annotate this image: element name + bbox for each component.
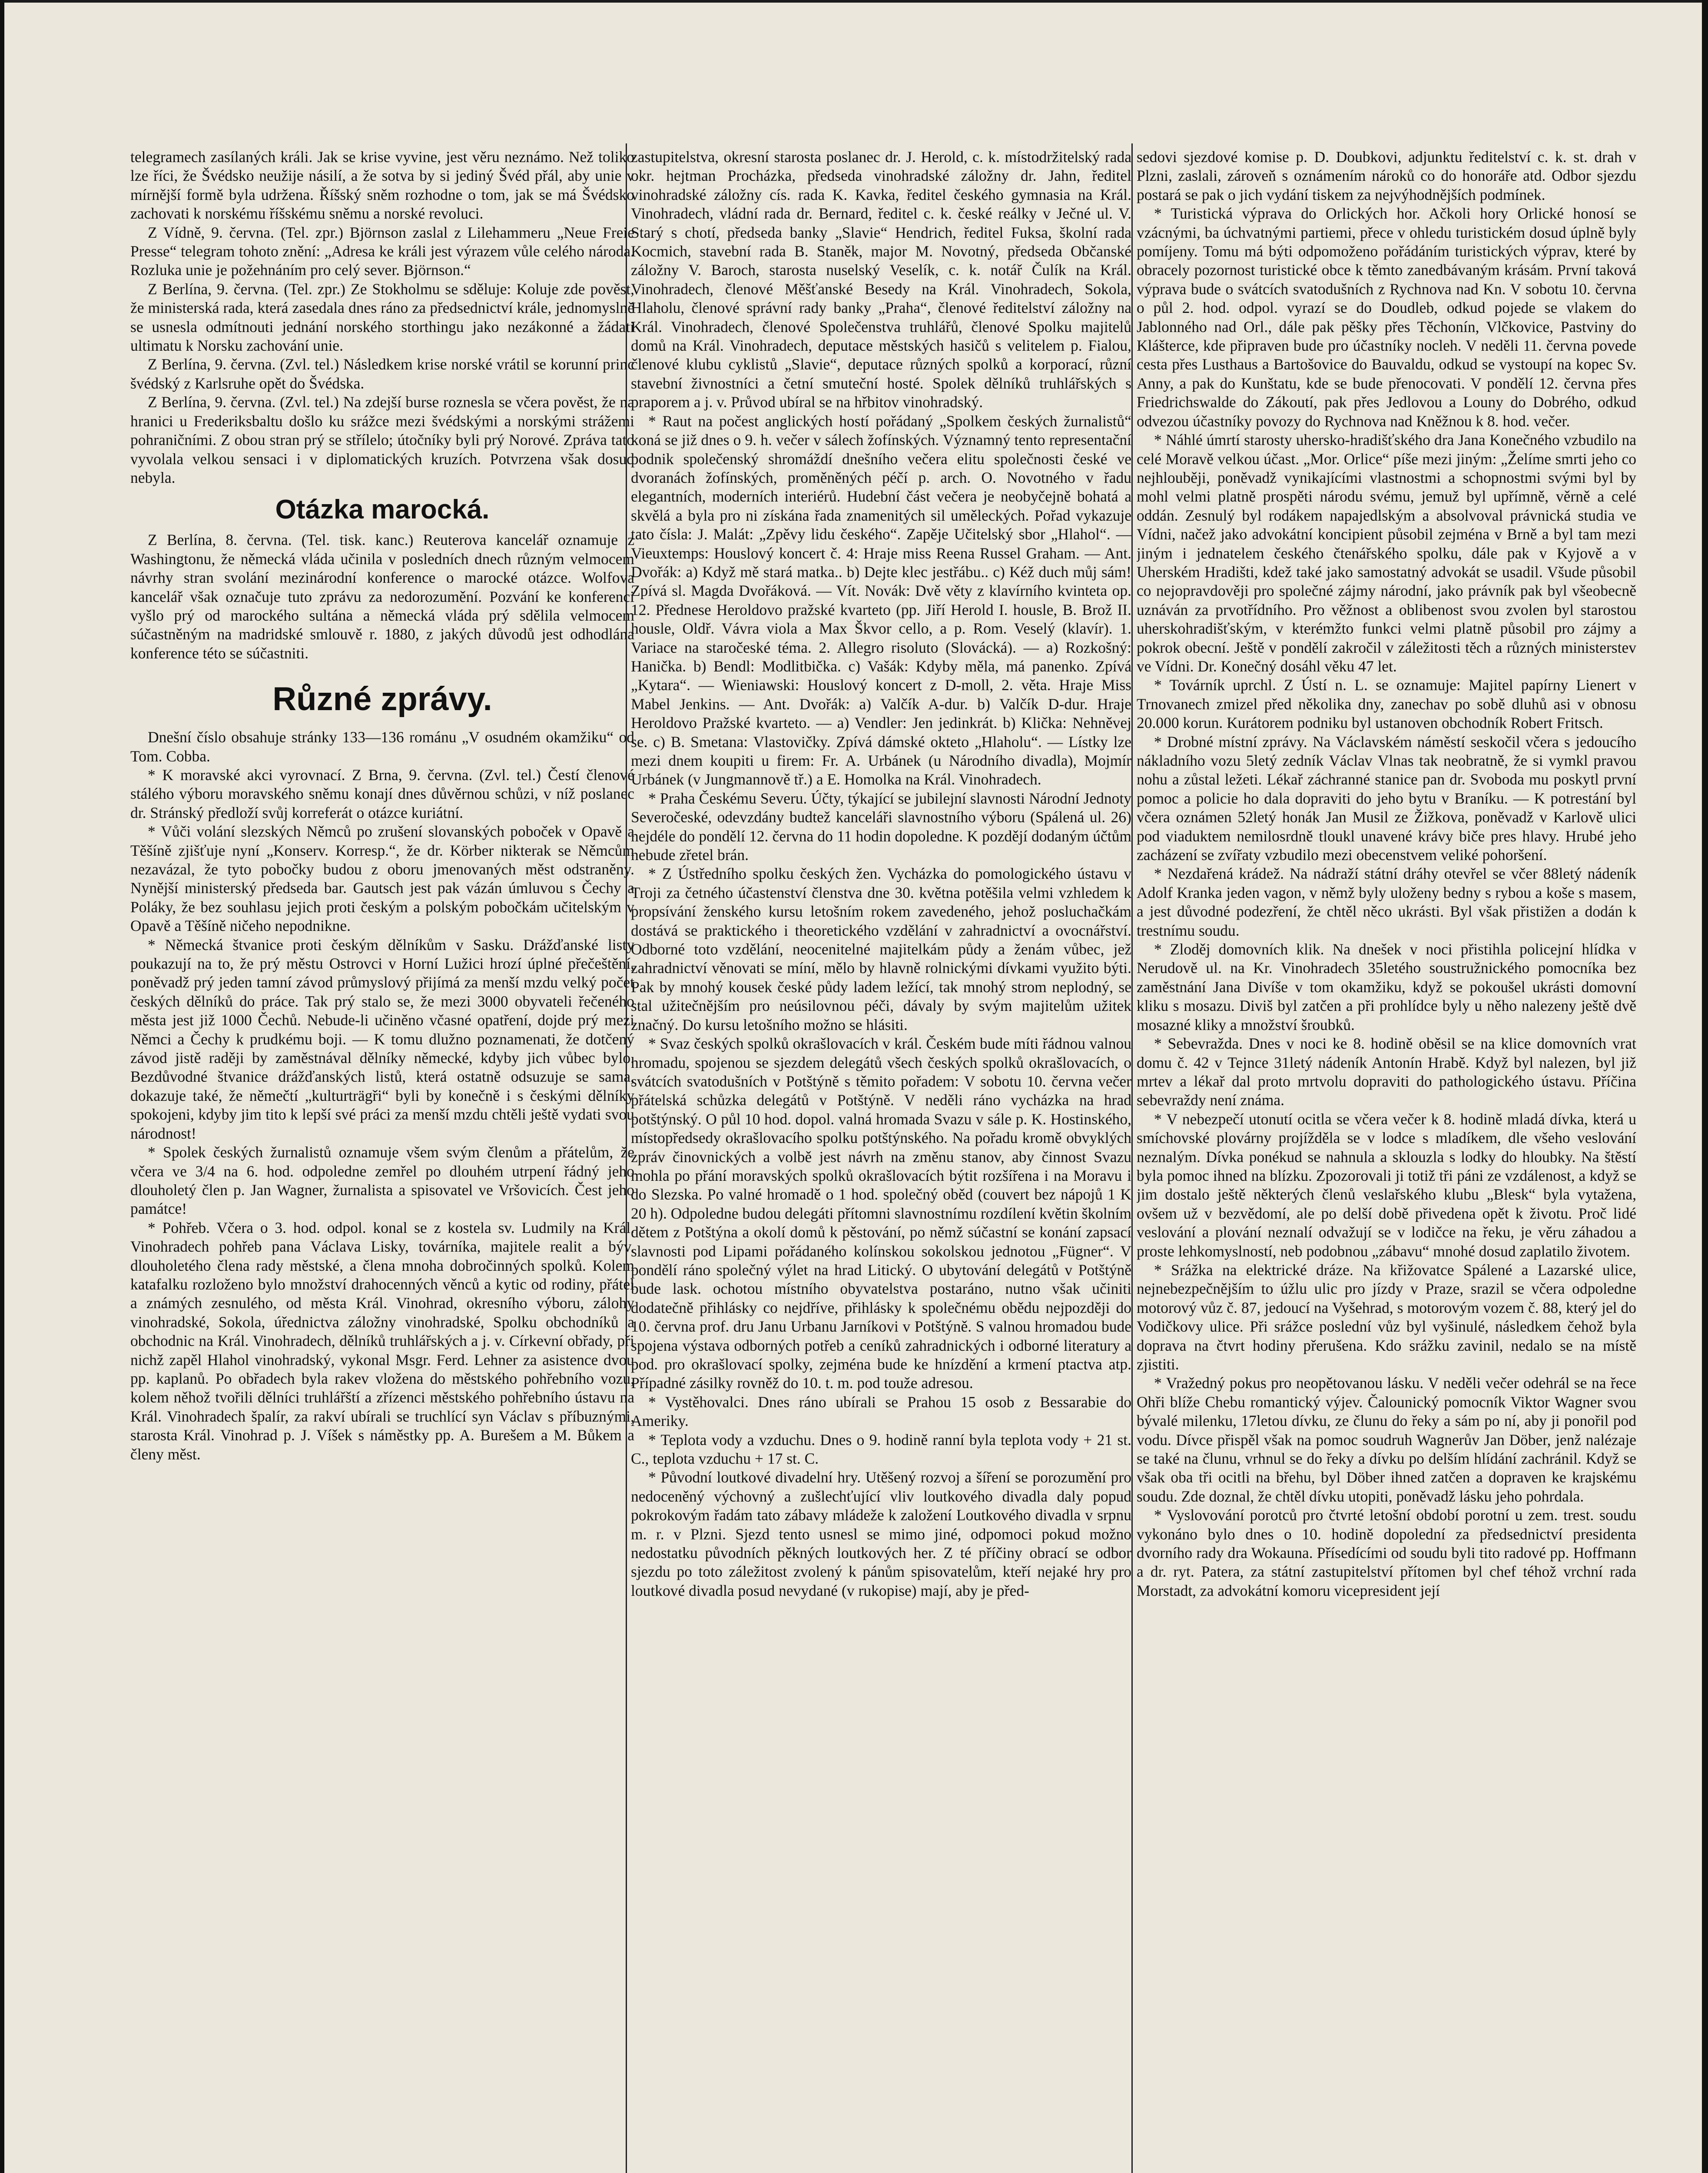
left-edge [0, 0, 4, 2173]
paragraph: sedovi sjezdové komise p. D. Doubkovi, adjunktu ředitelství c. k. st. drah v Plzni, zaslali, zároveň s oznámením nároků co do honoráře atd. Odbor sjezdu postará se pak o jich vydání tiskem za nejvýhodnějších podmínek. [1137, 148, 1636, 203]
right-edge [1702, 0, 1708, 2173]
paragraph: * K moravské akci vyrovnací. Z Brna, 9. června. (Zvl. tel.) Čestí členové stálého výboru moravského sněmu konají dnes důvěrnou schůzi, v níž poslanec dr. Stránský předloží svůj korreferát o otázce kuriátní. [130, 766, 634, 821]
section-heading: Různé zprávy. [272, 681, 492, 718]
paragraph: Z Berlína, 9. června. (Tel. zpr.) Ze Stokholmu se sděluje: Koluje zde pověst, že ministerská rada, která zasedala dnes ráno za předsednictví krále, jednomyslně se usnesla odmítnouti jednání norského storthingu jako nezákonné a žádati ultimatu k Norsku zachování unie. [130, 280, 634, 355]
paragraph: * Vyslovování porotců pro čtvrté letošní období porotní u zem. trest. soudu vykonáno bylo dnes o 10. hodině dopolední za předsednictví presidenta dvorního rady dra Wokauna. Přísedícími od soudu byli tito radové pp. Hoffmann a dr. ryt. Patera, za státní zastupitelství přítomen byl chef téhož vrchní rada Morstadt, za advokátní komoru vicepresident její [1137, 1506, 1636, 1599]
paragraph: * Srážka na elektrické dráze. Na křižovatce Spálené a Lazarské ulice, nejnebezpečnějším to úžlu ulic pro jízdy v Praze, srazil se včera odpoledne motorový vůz č. 87, jedoucí na Vyšehrad, s motorovým vozem č. 88, který jel do Vodičkovy ulice. Při srážce poslední vůz byl vyšinulé, následkem čehož byla doprava na čtvrt hodiny přerušena. Kdo srážku zavinil, nedalo se na místě zjistiti. [1137, 1261, 1636, 1373]
paragraph: * Původní loutkové divadelní hry. Utěšený rozvoj a šíření se porozumění pro nedoceněný výchovný a zušlechťující vliv loutkového divadla daly popud pokrokovým řadám tato zábavy mládeže k založení Loutkového divadla v srpnu m. r. v Plzni. Sjezd tento usnesl se mimo jiné, odpomoci pokud možno nedostatku původních pěkných loutkových her. Z té příčiny obrací se odbor sjezdu po toto záležitost zvolený k pánům spisovatelům, kteří nejaké hry pro loutkové divadla posud nevydané (v rukopise) mají, aby je před- [631, 1469, 1131, 1599]
paragraph: Z Berlína, 8. června. (Tel. tisk. kanc.) Reuterova kancelář oznamuje z Washingtonu, že německá vláda učinila v posledních dnech různým velmocem návrhy stran svolání mezinárodní konference o marocké otázce. Wolfova kancelář však označuje tuto zprávu za nedorozumění. Pozvání ke konferenci vyšlo prý od marockého sultána a německá vláda prý sdělila velmocem súčastněným na madridské smlouvě r. 1880, z jakých důvodů jest odhodlána konference této se súčastniti. [130, 531, 634, 662]
paragraph: * Německá štvanice proti českým dělníkům v Sasku. Drážďanské listy poukazují na to, že prý městu Ostrovci v Horní Lužici hrozí úplné přečeštění, poněvadž prý jeden tamní závod průmyslový přijímá za menší mzdu velký počet českých dělníků do práce. Tak prý stalo se, že mezi 3000 obyvateli řečeného města jest již 1000 Čechů. Nebude-li učiněno včasné opatření, dojde prý mezi Němci a Čechy k prudkému boji. — K tomu dlužno poznamenati, že dotčený závod jistě raději by zaměstnával dělníky německé, kdyby jich vůbec bylo. Bezdůvodné štvanice drážďanských listů, která ostatně odsuzuje se sama, dokazuje také, že němečtí „kulturträgři“ byli by konečně i s českými dělníky spokojeni, kdyby jim tito k lepší své práci za menší mzdu chtěli ještě vydati svou národnost! [130, 936, 634, 1142]
section-heading: Otázka marocká. [275, 495, 490, 525]
paragraph: * Vražedný pokus pro neopětovanou lásku. V neděli večer odehrál se na řece Ohři blíže Chebu romantický výjev. Čalounický pomocník Viktor Wagner svou bývalé milenku, 17letou dívku, ze člunu do řeky a sám po ní, aby ji ponořil pod vodu. Dívce přispěl však na pomoc soudruh Wagnerův Jan Döber, jenž nalézaje se také na člunu, vrhnul se do řeky a dívku po delším hlídání zachránil. Když se však oba tři ocitli na břehu, byl Döber ihned zatčen a dopraven ke krajskému soudu. Zde doznal, že chtěl dívku utopiti, poněvadž lásku jeho pohrdala. [1137, 1374, 1636, 1505]
column-3 [1137, 148, 1636, 2173]
paragraph: * Pohřeb. Včera o 3. hod. odpol. konal se z kostela sv. Ludmily na Král. Vinohradech pohřeb pana Václava Lisky, továrníka, majitele realit a býv. dlouholetého člena rady městské, a člena mnoha dobročinných spolků. Kolem katafalku rozloženo bylo množství drahocenných věnců a kytic od rodiny, přátel a známých zesnulého, od města Král. Vinohrad, okresního výboru, zálohy vinohradské, Sokola, úřednictva záložny vinohradské, Spolku obchodníků a obchodnic na Král. Vinohradech, dělníků truhlářských a j. v. Církevní obřady, při nichž zapěl Hlahol vinohradský, vykonal Msgr. Ferd. Lehner za asistence dvou pp. kaplanů. Po obřadech byla rakev vložena do městského pohřebního vozu, kolem něhož tvořili dělníci truhlářští a zřízenci městského pohřebního ústavu na Král. Vinohradech špalír, za rakví ubírali se truchlící syn Václav s příbuznými, starosta Král. Vinohrad p. J. Víšek s náměstky pp. A. Burešem a M. Bůkem a členy měst. [130, 1219, 634, 1463]
paragraph: Dnešní číslo obsahuje stránky 133—136 románu „V osudném okamžiku“ od Tom. Cobba. [130, 728, 634, 765]
paragraph: Z Berlína, 9. června. (Zvl. tel.) Následkem krise norské vrátil se korunní princ švédský z Karlsruhe opět do Švédska. [130, 356, 634, 392]
paragraph: * Turistická výprava do Orlických hor. Ačkoli hory Orlické honosí se vzácnými, ba úchvatnými partiemi, přece v ohledu turistickém dosud úplně byly pomíjeny. Tomu má býti odpomoženo pořádáním turistických výprav, které by obracely pozornost turistické obce k těmto zanedbávaným krásám. První taková výprava bude o svátcích svatodušních z Rychnova nad Kn. V sobotu 10. června o půl 2. hod. odpol. vyrazí se do Doudleb, odkud pojede se vlakem do Jablonného nad Orl., dále pak pěšky přes Těchonín, Vlčkovice, Pastviny do Klášterce, kde připraven bude pro účastníky nocleh. V neděli 11. června povede cesta přes Lusthaus a Bartošovice do Bauvaldu, odkud se vystoupí na kopec Sv. Anny, a pak do Kunštatu, kde se bude přenocovati. V pondělí 12. června přes Friedrichswalde do Zákoutí, pak přes Jedlovou a Louny do Dobrého, odkud odvezou účastníky povozy do Rychnova nad Kněžnou k 8. hod. večer. [1137, 205, 1636, 430]
paragraph: * Spolek českých žurnalistů oznamuje všem svým členům a přátelům, že včera ve 3/4 na 6. hod. odpoledne zemřel po dlouhém utrpení řádný jeho dlouholetý člen p. Jan Wagner, žurnalista a spisovatel ve Vršovicích. Čest jeho památce! [130, 1143, 634, 1218]
paragraph: Z Berlína, 9. června. (Zvl. tel.) Na zdejší burse roznesla se včera pověst, že na hranici u Frederiksbaltu došlo ku srážce mezi švédskými a norskými strážemi pohraničními. Z obou stran prý se střílelo; útočníky byli prý Norové. Zpráva tato vyvolala velkou sensaci i v diplomatických kruzích. Potvrzena však dosud nebyla. [130, 393, 634, 486]
paragraph: * Náhlé úmrtí starosty uhersko-hradišťského dra Jana Konečného vzbudilo na celé Moravě velkou účast. „Mor. Orlice“ píše mezi jiným: „Želíme smrti jeho co nejhlouběji, poněvadž vynikajícími vlastnostmi a schopnostmi svými byl by mohl velmi platně prospěti národu svému, jemuž byl upřímně, věrně a celé oddán. Zesnulý byl rodákem napajedlským a absolvoval právnická studia ve Vídni, načež jako advokátní koncipient působil zejména v Brně a byl tam mezi jiným i jednatelem českého čtenářského spolku, dále pak v Kyjově a v Uherském Hradišti, kdež také jako samostatný advokát se usadil. Všude působil co nejopravdověji pro společné zájmy národní, jako právník pak byl všeobecně uznáván za prvotřídního. Pro věžnost a oblibenost svou zvolen byl starostou uherskohradišťským, v kterémžto funkci velmi platně působil pro zájmy a pokrok obecní. Ještě v pondělí zakročil v záležitosti těch a různých ministerstev ve Vídni. Dr. Konečný dosáhl věku 47 let. [1137, 431, 1636, 675]
top-edge [0, 0, 1708, 3]
paragraph: * Praha Českému Severu. Účty, týkající se jubilejní slavnosti Národní Jednoty Severočeské, odevzdány budtež kanceláři slavnostního výboru (Spálená ul. 26) nejdéle do pondělí 12. června do 11 hodin dopoledne. K pozdějí dodaným účtům nebude zřetel brán. [631, 789, 1131, 864]
paragraph: zastupitelstva, okresní starosta poslanec dr. J. Herold, c. k. místodržitelský rada okr. hejtman Procházka, předseda vinohradské záložny dr. Jahn, ředitel vinohradské záložny cís. rada K. Kavka, ředitel českého gymnasia na Král. Vinohradech, vládní rada dr. Bernard, ředitel c. k. české reálky v Ječné ul. V. Starý s chotí, předseda banky „Slavie“ Hendrich, ředitel Fuksa, školní rada Kocmich, stavební rada B. Staněk, major M. Novotný, předseda Občanské záložny V. Baroch, starosta nuselský Veselík, c. k. notář Čulík na Král. Vinohradech, členové Měšťanské Besedy na Král. Vinohradech, Sokola, Hlaholu, členové správní rady banky „Praha“, členové ředitelství záložny na Král. Vinohradech, členové Společenstva truhlářů, členové Spolku majitelů domů na Král. Vinohradech, deputace městských hasičů s velitelem p. Fialou, členové klubu cyklistů „Slavie“, deputace různých spolků a korporací, různí stavební živnostníci a četní smuteční hosté. Spolek dělníků truhlářských s praporem a j. v. Průvod ubíral se na hřbitov vinohradský. [631, 148, 1131, 411]
column-divider [1131, 143, 1133, 2173]
paragraph: * Vystěhovalci. Dnes ráno ubírali se Prahou 15 osob z Bessarabie do Ameriky. [631, 1393, 1131, 1430]
paragraph: * Vůči volání slezských Němců po zrušení slovanských poboček v Opavě a Těšíně zjišťuje nyní „Konserv. Korresp.“, že dr. Körber nikterak se Němcům nezavázal, že tyto pobočky budou z oboru jmenovaných měst odstraněny. Nynější ministerský předseda bar. Gautsch jest pak vázán úmluvou s Čechy a Poláky, že bez souhlasu jejich proti českým a polským pobočkám učitelským v Opavě a Těšíně ničeho nepodnikne. [130, 823, 634, 935]
paragraph: * Drobné místní zprávy. Na Václavském náměstí seskočil včera s jedoucího nákladního vozu 5letý zedník Václav Vlnas tak neobratně, že si vymkl pravou nohu a zůstal ležeti. Lékař záchranné stanice pan dr. Svoboda mu poskytl první pomoc a policie ho dala dopraviti do jeho bytu v Braníku. — K potrestání byl včera oznámen 52letý honák Jan Musil ze Žižkova, poněvadž v Karlově ulici pod viaduktem nemilosrdně tloukl unavené krávy biče pres hlavy. Hrubé jeho zacházení se zvířaty vzbudilo mezi obecenstvem veliké pohoršení. [1137, 733, 1636, 864]
column-1 [130, 148, 634, 2173]
paragraph: * Raut na počest anglických hostí pořádaný „Spolkem českých žurnalistů“ koná se již dnes o 9. h. večer v sálech žofínských. Významný tento representační podnik společenský shromáždí dnešního večera elitu společnosti české ve dvoranách žofínských, proměněných péčí p. arch. O. Novotného v řadu elegantních, moderních interiérů. Hudební část večera je neobyčejně bohatá a skvělá a byla pro ni získána řada znamenitých sil uměleckých. Pořad vykazuje tato čísla: J. Malát: „Zpěvy lidu českého“. Zapěje Učitelský sbor „Hlahol“. — Vieuxtemps: Houslový koncert č. 4: Hraje miss Reena Russel Graham. — Ant. Dvořák: a) Když mě stará matka.. b) Dejte klec jestřábu.. c) Kéž duch můj sám! Zpívá sl. Magda Dvořáková. — Vít. Novák: Dvě věty z klavírního kvinteta op. 12. Přednese Heroldovo pražské kvarteto (pp. Jiří Herold I. housle, B. Brož II. housle, Oldř. Vávra viola a Max Škvor cello, a p. Rom. Veselý (klavír). 1. Variace na staročeské téma. 2. Allegro risoluto (Slovácká). — a) Rozkošný: Hanička. b) Bendl: Modlitbička. c) Vašák: Kdyby měla, má panenko. Zpívá „Kytara“. — Wieniawski: Houslový koncert z D-moll, 2. věta. Hraje Miss Mabel Jenkins. — Ant. Dvořák: a) Valčík A-dur. b) Valčík D-dur. Hraje Heroldovo Pražské kvarteto. — a) Vendler: Jen jedinkrát. b) Klička: Nehněvej se. c) B. Smetana: Vlastovičky. Zpívá dámské okteto „Hlaholu“. — Lístky lze mezi dnem koupiti u firem: Fr. A. Urbánek (u Národního divadla), Mojmír Urbánek (v Jungmannově tř.) a E. Homolka na Král. Vinohradech. [631, 412, 1131, 788]
paragraph: * Nezdařená krádež. Na nádraží státní dráhy otevřel se včer 88letý nádeník Adolf Kranka jeden vagon, v němž byly uloženy bedny s rybou a koše s masem, a jest důvodné podezření, že chtěl něco ukrásti. Byl však přistižen a dodán k trestnímu soudu. [1137, 865, 1636, 939]
paragraph: * Zloděj domovních klik. Na dnešek v noci přistihla policejní hlídka v Nerudově ul. na Kr. Vinohradech 35letého soustružnického pomocníka bez zaměstnání Jana Divíše v tom okamžiku, když se pokoušel ukrásti domovní kliku s mosazu. Diviš byl zatčen a při prohlídce byly u něho nalezeny ještě dvě mosazné kliky a množství šroubků. [1137, 940, 1636, 1033]
paragraph: * Svaz českých spolků okrašlovacích v král. Českém bude míti řádnou valnou hromadu, spojenou se sjezdem delegátů všech českých spolků okrašlovacích, o svátcích svatodušních v Potštýně s těmito pořadem: V sobotu 10. června večer přátelská schůzka delegátů v Potštýně. V neděli ráno vycházka na hrad potštýnský. O půl 10 hod. dopol. valná hromada Svazu v sále p. K. Hostinského, místopředsedy okrašlovacího spolku potštýnského. Na pořadu kromě obvyklých zpráv činovnických a volbě jest návrh na změnu stanov, aby činnost Svazu mohla po přání moravských spolků okrašlovacích býtit rozšířena i na Moravu i do Slezska. Po valné hromadě o 1 hod. společný oběd (couvert bez nápojů 1 K 20 h). Odpoledne budou delegáti přítomni slavnostnímu rozdílení květin školním dětem z Potštýna a okolí domů k pěstování, po němž súčastní se konání zapsací slavnosti pod Lipami pořádaného kolínskou sokolskou jednotou „Fügner“. V pondělí ráno společný výlet na hrad Litický. O ubytování delegátů v Potštýně bude lask. ochotou místního obyvatelstva postaráno, nutno však učiniti dodatečně přihlásky co nejdříve, přihlásky k společnému obědu nejpozději do 10. června prof. dru Janu Urbanu Jarníkovi v Potštýně. S valnou hromadou bude spojena výstava odborných potřeb a ceníků zahradnických i odborné literatury a pod. pro okrašlovací spolky, zejména bude ke hnízdění a krmení ptactva atp. Případné zásilky rovněž do 10. t. m. pod touže adresou. [631, 1035, 1131, 1392]
paragraph: * Sebevražda. Dnes v noci ke 8. hodině oběsil se na klice domovních vrat domu č. 42 v Tejnce 31letý nádeník Antonín Hrabě. Když byl nalezen, byl již mrtev a lékař dal proto mrtvolu dopraviti do pathologického ústavu. Příčina sebevraždy není známa. [1137, 1035, 1636, 1109]
paragraph: * Teplota vody a vzduchu. Dnes o 9. hodině ranní byla teplota vody + 21 st. C., teplota vzduchu + 17 st. C. [631, 1431, 1131, 1468]
paragraph: telegramech zasílaných králi. Jak se krise vyvine, jest věru neznámo. Než toliko lze říci, že Švédsko neužije násilí, a že sotva by si jediný Švéd přál, aby unie v mírnější formě byla udržena. Říšský sněm rozhodne o tom, jak se má Švédsko zachovati k norskému říšskému sněmu a norské revoluci. [130, 148, 634, 223]
paragraph: * Z Ústředního spolku českých žen. Vycházka do pomologického ústavu v Troji za četného účastenství členstva dne 30. května potěšila velmi vzhledem k propsívání ženského kursu letošním rokem zavedeného, jehož posluchačkám dostává se praktického i theoretického vzdělání v zahradnictví a ovocnářství. Odborné toto vzdělání, neocenitelné majitelkám půdy a ženám vůbec, jež zahradnictví věnovati se míní, mělo by hlavně rolnickými dívkami využito býti. Pak by mnohý kousek české půdy ladem ležící, tak mnohý strom neplodný, se stal užitečnějším pro neúsilovnou péči, dávaly by svým majitelům užitek značný. Do kursu letošního možno se hlásiti. [631, 865, 1131, 1033]
paragraph: * Továrník uprchl. Z Ústí n. L. se oznamuje: Majitel papírny Lienert v Trnovanech zmizel před několika dny, zanechav po sobě dluhů asi v obnosu 20.000 korun. Kurátorem podniku byl ustanoven obchodník Robert Fritsch. [1137, 676, 1636, 732]
column-2 [631, 148, 1131, 2173]
paragraph: Z Vídně, 9. června. (Tel. zpr.) Björnson zaslal z Lilehammeru „Neue Freie Presse“ telegram tohoto znění: „Adresa ke králi jest výrazem vůle celého národa. Rozluka unie je požehnáním pro celý sever. Björnson.“ [130, 223, 634, 279]
paragraph: * V nebezpečí utonutí ocitla se včera večer k 8. hodině mladá dívka, která u smíchovské plovárny projížděla se v lodce s mladíkem, dle všeho veslování neznalým. Dívka ponékud se nahnula a sklouzla s lodky do hloubky. Na štěstí byla pomoc ihned na blízku. Zpozorovali ji totiž tři páni ze vzdálenost, a když se jim dostalo ještě některých členů veslařského klubu „Blesk“ byla vytažena, ovšem už v bezvědomí, ale po delší době přivedena opět k životu. Proč lidé veslování a plování neznalí odvažují se v lodičce na řeku, je věru záhadou a proste lehkomyslností, neb podobnou „zábavu“ mnohé dosud zaplatilo životem. [1137, 1110, 1636, 1260]
